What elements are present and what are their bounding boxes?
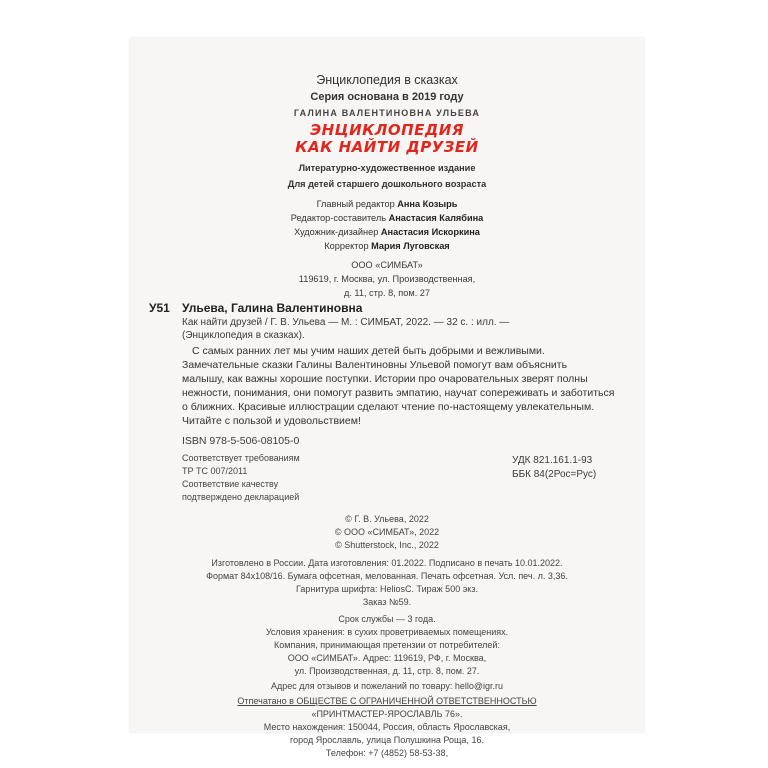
annotation-line: С самых ранних лет мы учим наших детей быть добрыми и вежливыми. [192,345,545,357]
annotation-line: Читайте с пользой и удовольствием! [182,415,361,427]
series-name: Энциклопедия в сказках [316,73,458,87]
copyright-line: © ООО «СИМБАТ», 2022 [334,527,440,537]
imprint-line: ООО «СИМБАТ». Адрес: 119619, РФ, г. Москва, [287,653,487,663]
imprint-line: Компания, принимающая претензии от потребителей: [274,640,500,650]
catalog-author: Ульева, Галина Валентиновна [182,301,363,315]
imprint-line: Формат 84x108/16. Бумага офсетная, мелованная. Печать офсетная. Усл. печ. л. 3,36. [206,571,568,581]
imprint-line: Гарнитура шрифта: HeliosC. Тираж 500 экз. [296,584,478,594]
publisher-address: д. 11, стр. 8, пом. 27 [343,288,431,298]
isbn: ISBN 978-5-506-08105-0 [182,435,300,447]
compliance-text: Соответствие качеству [182,479,279,489]
annotation-line: Замечательные сказки Галины Валентиновны Ульевой помогут вам объяснить [182,359,568,371]
copyright-line: © Г. В. Ульева, 2022 [345,514,429,524]
credit-line: Главный редактор Анна Козырь [316,199,458,209]
imprint-line: Адрес для отзывов и пожеланий по товару: hello@igr.ru [270,681,504,691]
publisher-name: ООО «СИМБАТ» [351,260,423,270]
catalog-description: Как найти друзей / Г. В. Ульева — М. : СИМБАТ, 2022. — 32 с. : илл. — [182,317,510,328]
book-title-line2: КАК НАЙТИ ДРУЗЕЙ [295,138,479,156]
catalog-description: (Энциклопедия в сказках). [182,330,305,341]
age-rating: Для детей старшего дошкольного возраста [287,179,487,189]
imprint-line: Срок службы — 3 года. [338,614,436,624]
compliance-text: Соответствует требованиям [182,453,300,463]
printer-line: город Ярославль, улица Полушкина Роща, 16. [290,735,484,745]
printer-line: Отпечатано в ОБЩЕСТВЕ С ОГРАНИЧЕННОЙ ОТВЕТСТВЕННОСТЬЮ [237,696,537,706]
publisher-address: 119619, г. Москва, ул. Производственная, [298,274,476,284]
imprint-line: Изготовлено в России. Дата изготовления: 01.2022. Подписано в печать 10.01.2022. [211,558,563,568]
imprint-page [130,38,644,732]
udk-code: УДК 821.161.1-93 [512,455,593,466]
printer-line: Телефон: +7 (4852) 58-53-38, [325,748,449,758]
imprint-line: Условия хранения: в сухих проветриваемых помещениях. [265,627,509,637]
compliance-text: подтверждено декларацией [182,492,300,502]
book-title-line1: ЭНЦИКЛОПЕДИЯ [310,121,464,139]
imprint-line: ул. Производственная, д. 11, стр. 8, пом. 27. [294,666,480,676]
bbk-code: ББК 84(2Рос=Рус) [512,469,597,480]
author-name: ГАЛИНА ВАЛЕНТИНОВНА УЛЬЕВА [293,108,481,118]
edition-type: Литературно-художественное издание [298,163,476,173]
annotation-line: нежности, понимания, они помогут развить эмпатию, научат сопереживать и заботиться [182,387,615,399]
annotation-line: малышу, как важны хорошие поступки. Истории про очаровательных зверят полны [182,373,588,385]
catalog-code: У51 [149,301,170,315]
credit-line: Художник-дизайнер Анастасия Искоркина [294,227,480,237]
compliance-text: ТР ТС 007/2011 [182,466,248,476]
printer-line: Место нахождения: 150044, Россия, область Ярославская, [263,722,511,732]
imprint-line: Заказ №59. [362,597,412,607]
credit-line: Корректор Мария Луговская [324,241,450,251]
copyright-line: © Shutterstock, Inc., 2022 [335,540,439,550]
annotation-line: о ближних. Красивые иллюстрации сделают чтение по-настоящему увлекательным. [182,401,595,413]
series-founded: Серия основана в 2019 году [310,91,464,103]
printer-line: «ПРИНТМАСТЕР-ЯРОСЛАВЛЬ 76». [311,709,463,719]
credit-line: Редактор-составитель Анастасия Калябина [290,213,484,223]
